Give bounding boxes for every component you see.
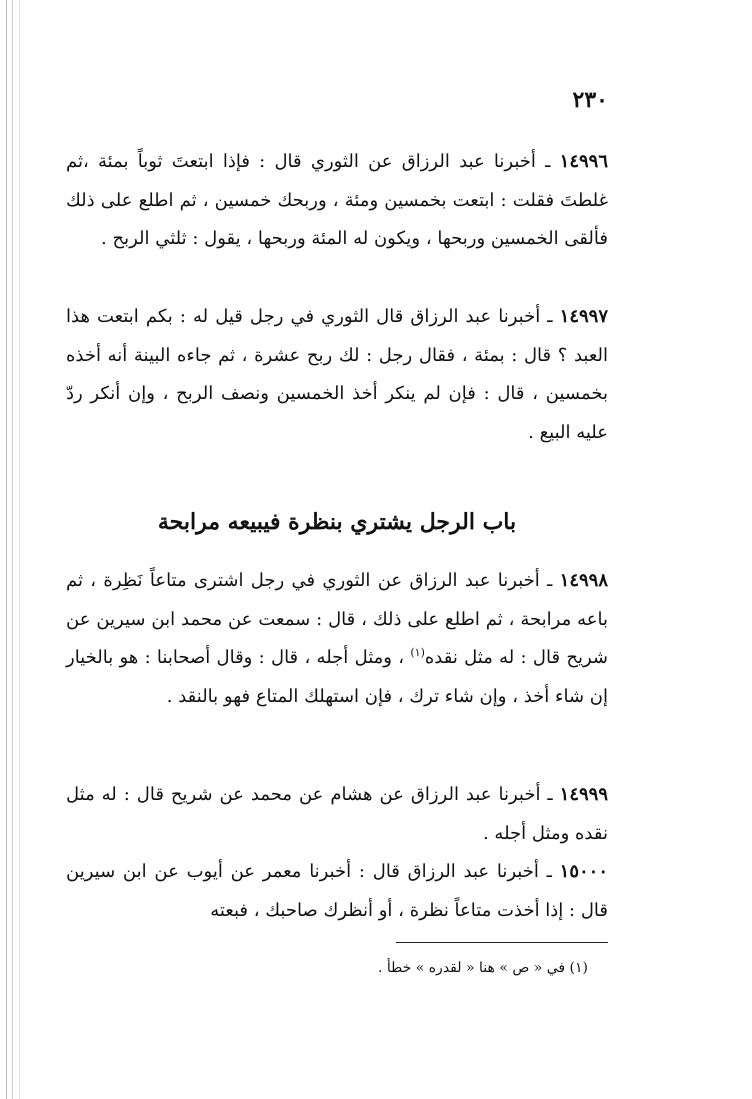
footnote: (١) في « ص » هنا « لقدره » خطأ . [377, 960, 588, 976]
hadith-paragraph [66, 143, 608, 259]
hadith-text: ـ أخبرنا عبد الرزاق قال : أخبرنا معمر عن أيوب عن ابن سيرين قال : إذا أخذت متاعاً نظرة ، أو أنظرك صاحبك ، فبعته [66, 861, 608, 921]
hadith-number: ١٤٩٩٨ [559, 570, 608, 591]
footnote-marker: (١) [410, 646, 425, 659]
hadith-paragraph [66, 562, 608, 716]
hadith-number: ١٤٩٩٧ [559, 306, 608, 327]
footnote-separator [396, 942, 608, 943]
hadith-text: ـ أخبرنا عبد الرزاق قال الثوري في رجل قيل له : بكم ابتعت هذا العبد ؟ قال : بمئة ، فقال رجل : لك ربح عشرة ، ثم جاءه البينة أنه أخذه بخمسين ، قال : فإن لم ينكر أخذ الخمسين ونصف الربح ، وإن أنكر ردّ عليه البيع . [66, 306, 608, 443]
hadith-text: ـ أخبرنا عبد الرزاق عن الثوري في رجل اشترى متاعاً نَظِرة ، ثم باعه مرابحة ، ثم اطلع على ذلك ، قال : سمعت عن محمد ابن سيرين عن شريح قال : له مثل نقده [66, 570, 608, 668]
hadith-number: ١٤٩٩٩ [559, 784, 609, 805]
hadith-text-continued: ، ومثل أجله ، قال : وقال أصحابنا : هو بالخيار إن شاء أخذ ، وإن شاء ترك ، فإن استهلك المتاع فهو بالنقد . [66, 647, 608, 707]
hadith-number: ١٥٠٠٠ [559, 861, 608, 882]
hadith-text: ـ أخبرنا عبد الرزاق عن الثوري قال : فإذا ابتعتَ ثوباً بمئة ،ثم غلطتَ فقلت : ابتعت بخمسين ومئة ، وربحك خمسين ، ثم اطلع على ذلك فألقى الخمسين وربحها ، ويكون له المئة وربحها ، يقول : ثلثي الربح . [66, 151, 608, 249]
binding-edge-line [19, 0, 20, 1099]
section-heading: باب الرجل يشتري بنظرة فيبيعه مرابحة [157, 509, 517, 535]
hadith-text: ـ أخبرنا عبد الرزاق عن هشام عن محمد عن شريح قال : له مثل نقده ومثل أجله . [66, 784, 608, 844]
page-number: ٢٣٠ [572, 87, 608, 113]
hadith-paragraph [66, 298, 608, 452]
binding-edge-line [6, 0, 7, 1099]
hadith-number: ١٤٩٩٦ [559, 151, 608, 172]
hadith-paragraph [66, 776, 608, 853]
hadith-paragraph [66, 853, 608, 930]
binding-edge-line [12, 0, 13, 1099]
